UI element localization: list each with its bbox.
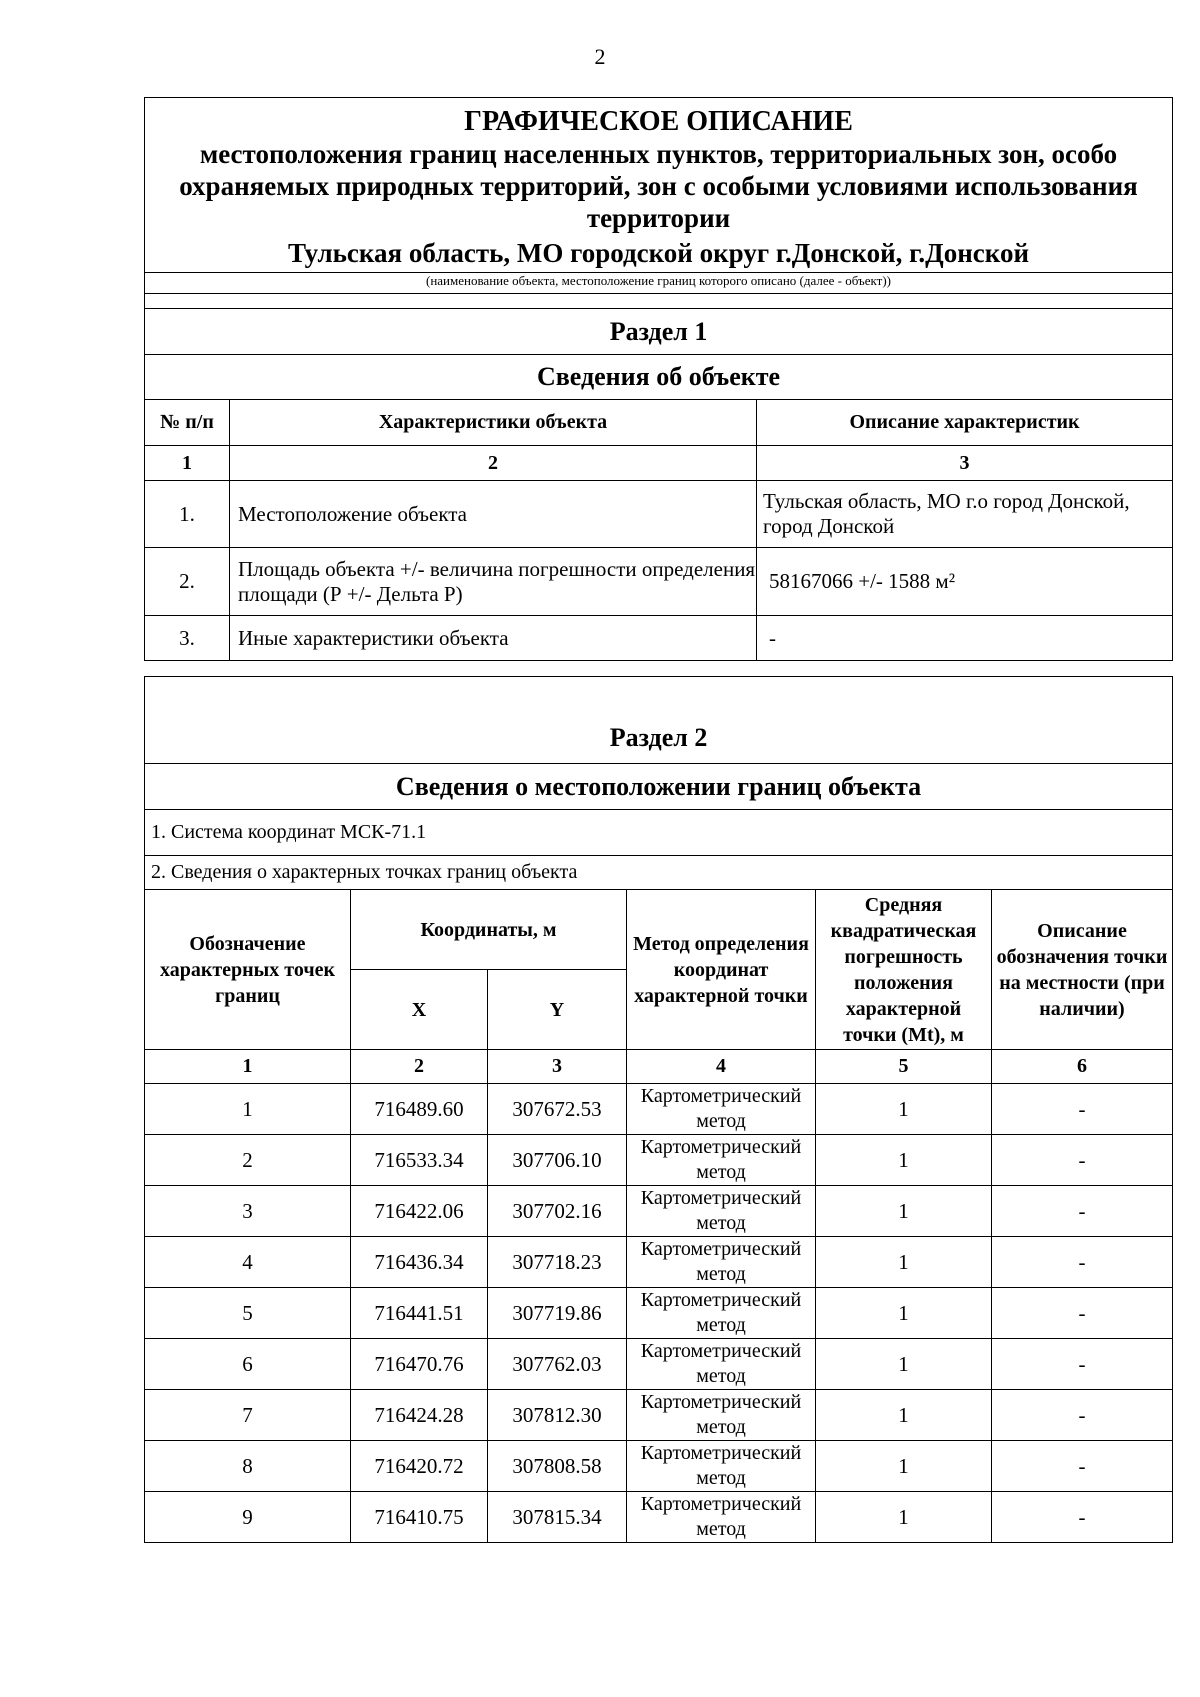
row-number: 2. [145,548,230,616]
mt-error: 1 [816,1084,992,1135]
coord-y: 307702.16 [488,1186,627,1237]
mt-error: 1 [816,1390,992,1441]
row-number: 3. [145,616,230,661]
header-description: Описание обозначения точки на местности (при наличии) [992,890,1173,1050]
header-coords: Координаты, м [351,890,627,970]
point-id: 1 [145,1084,351,1135]
point-id: 3 [145,1186,351,1237]
row-number: 1. [145,481,230,548]
col-index: 1 [145,446,230,481]
point-description: - [992,1186,1173,1237]
coord-y: 307719.86 [488,1288,627,1339]
coord-x: 716441.51 [351,1288,488,1339]
point-id: 6 [145,1339,351,1390]
point-description: - [992,1390,1173,1441]
mt-error: 1 [816,1288,992,1339]
method: Картометрический метод [627,1084,816,1135]
coord-y: 307812.30 [488,1390,627,1441]
method: Картометрический метод [627,1237,816,1288]
section1-title: Раздел 1 [145,309,1173,355]
mt-error: 1 [816,1186,992,1237]
row-label: Площадь объекта +/- величина погрешности определения площади (Р +/- Дельта Р) [230,548,757,616]
header-method: Метод определения координат характерной точки [627,890,816,1050]
mt-error: 1 [816,1339,992,1390]
point-id: 7 [145,1390,351,1441]
method: Картометрический метод [627,1390,816,1441]
table-row [145,1186,1173,1237]
col-index: 3 [488,1050,627,1084]
mt-error: 1 [816,1441,992,1492]
points-body [145,1084,1173,1543]
points-header-row [145,890,1173,970]
coord-x: 716410.75 [351,1492,488,1543]
section2-title: Раздел 2 [145,677,1173,764]
coord-y: 307815.34 [488,1492,627,1543]
document-header [145,98,1173,237]
section2-subtitle: Сведения о местоположении границ объекта [145,764,1173,810]
coord-y: 307672.53 [488,1084,627,1135]
point-description: - [992,1288,1173,1339]
section1-header-row [145,400,1173,446]
col-header-characteristics: Характеристики объекта [230,400,757,446]
col-header-num: № п/п [145,400,230,446]
table-row [145,1084,1173,1135]
table-row [145,1441,1173,1492]
page-number: 2 [594,44,606,69]
mt-error: 1 [816,1135,992,1186]
method: Картометрический метод [627,1339,816,1390]
mt-error: 1 [816,1237,992,1288]
section1-table [144,97,1173,661]
coordinate-system: 1. Система координат МСК-71.1 [145,810,1173,856]
row-value: 58167066 +/- 1588 м² [757,548,1173,616]
document-title: ГРАФИЧЕСКОЕ ОПИСАНИЕ [464,106,853,137]
col-index: 2 [230,446,757,481]
point-description: - [992,1237,1173,1288]
coord-y: 307762.03 [488,1339,627,1390]
point-description: - [992,1339,1173,1390]
point-id: 5 [145,1288,351,1339]
coord-x: 716436.34 [351,1237,488,1288]
points-index-row [145,1050,1173,1084]
coord-x: 716470.76 [351,1339,488,1390]
row-label: Иные характеристики объекта [230,616,757,661]
method: Картометрический метод [627,1186,816,1237]
col-index: 3 [757,446,1173,481]
section1-subtitle: Сведения об объекте [145,355,1173,400]
object-location-title: Тульская область, МО городской округ г.Донской, г.Донской [145,236,1173,273]
coord-x: 716533.34 [351,1135,488,1186]
method: Картометрический метод [627,1288,816,1339]
point-description: - [992,1084,1173,1135]
header-point: Обозначение характерных точек границ [145,890,351,1050]
document-subtitle: местоположения границ населенных пунктов, территориальных зон, особо охраняемых природных территорий, зон с особыми условиями использования территории [179,139,1138,233]
table-row [145,1135,1173,1186]
coord-y: 307706.10 [488,1135,627,1186]
coord-y: 307808.58 [488,1441,627,1492]
point-id: 8 [145,1441,351,1492]
table-row [145,1390,1173,1441]
method: Картометрический метод [627,1441,816,1492]
point-id: 2 [145,1135,351,1186]
coord-x: 716420.72 [351,1441,488,1492]
point-description: - [992,1441,1173,1492]
coord-y: 307718.23 [488,1237,627,1288]
col-index: 5 [816,1050,992,1084]
table-row [145,481,1173,548]
row-value: Тульская область, МО г.о город Донской, город Донской [757,481,1173,548]
table-row [145,616,1173,661]
table-row [145,1339,1173,1390]
mt-error: 1 [816,1492,992,1543]
row-value: - [757,616,1173,661]
spacer [145,294,1173,309]
header-y: Y [488,970,627,1050]
col-index: 6 [992,1050,1173,1084]
col-header-description: Описание характеристик [757,400,1173,446]
point-description: - [992,1492,1173,1543]
section1-index-row [145,446,1173,481]
method: Картометрический метод [627,1492,816,1543]
coord-x: 716489.60 [351,1084,488,1135]
method: Картометрический метод [627,1135,816,1186]
header-x: X [351,970,488,1050]
table-row [145,1237,1173,1288]
point-id: 4 [145,1237,351,1288]
point-description: - [992,1135,1173,1186]
section2-table [144,676,1173,1543]
col-index: 4 [627,1050,816,1084]
point-id: 9 [145,1492,351,1543]
col-index: 1 [145,1050,351,1084]
coord-x: 716422.06 [351,1186,488,1237]
table-row [145,1492,1173,1543]
coord-x: 716424.28 [351,1390,488,1441]
col-index: 2 [351,1050,488,1084]
object-caption: (наименование объекта, местоположение границ которого описано (далее - объект)) [145,273,1173,294]
row-label: Местоположение объекта [230,481,757,548]
points-caption: 2. Сведения о характерных точках границ объекта [145,856,1173,890]
header-error: Средняя квадратическая погрешность положения характерной точки (Mt), м [816,890,992,1050]
table-row [145,1288,1173,1339]
table-row [145,548,1173,616]
